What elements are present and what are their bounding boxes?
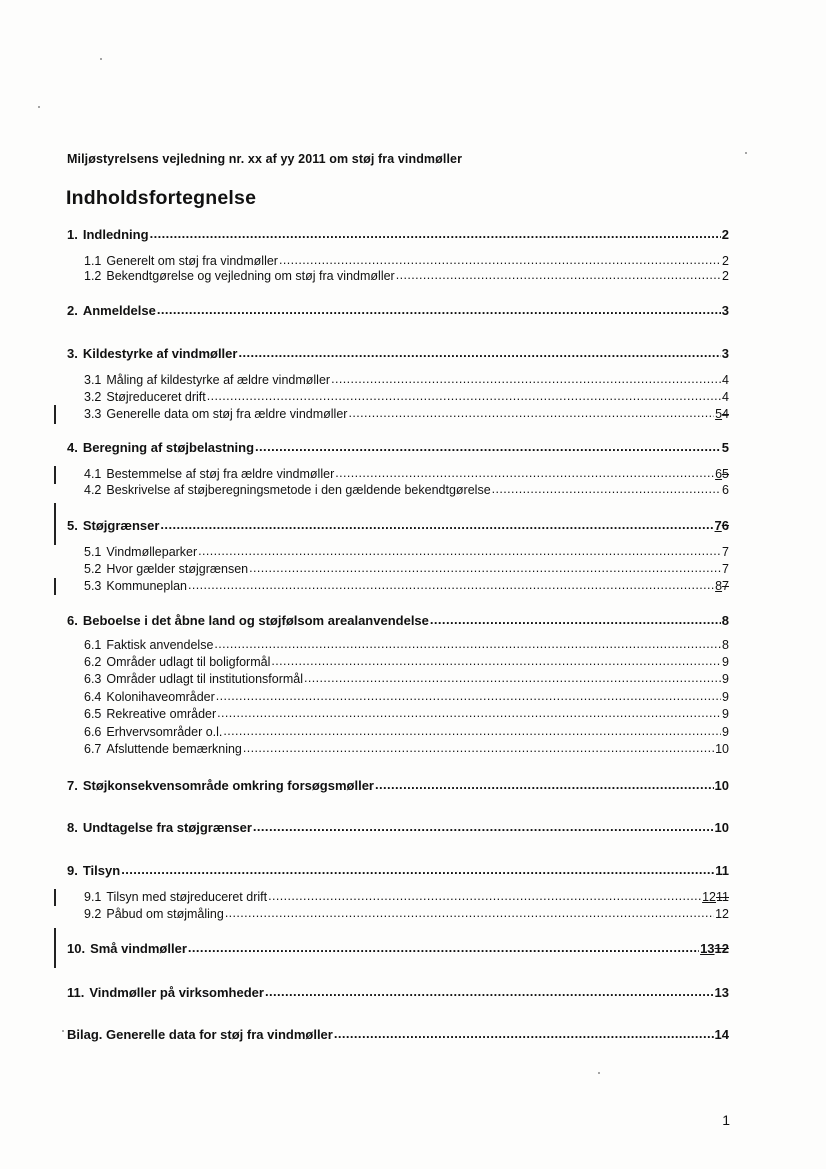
- toc-number: 6.7: [84, 742, 102, 756]
- toc-page: 10: [714, 820, 729, 835]
- deleted-page: 7: [722, 579, 729, 593]
- deleted-page: 5: [722, 467, 729, 481]
- toc-title-text: Undtagelse fra støjgrænser: [82, 820, 252, 835]
- dot-leader: [334, 1026, 714, 1042]
- toc-entry-3[interactable]: [67, 346, 729, 362]
- toc-page: [715, 407, 729, 422]
- dot-leader: [430, 612, 721, 628]
- toc-page: 2: [721, 227, 729, 242]
- toc-title-text: Generelle data om støj fra ældre vindmøller: [106, 407, 348, 421]
- toc-number: 6.1: [84, 638, 102, 652]
- toc-entry-1[interactable]: [67, 227, 729, 243]
- toc-entry-6-7[interactable]: [84, 742, 729, 757]
- toc-entry-11[interactable]: [67, 985, 729, 1001]
- dot-leader: [348, 406, 714, 421]
- toc-page: 9: [722, 690, 729, 704]
- toc-entry-1-2[interactable]: [84, 269, 729, 284]
- toc-page: 9: [722, 655, 729, 669]
- toc-title-text: Bekendtgørelse og vejledning om støj fra vindmøller: [106, 269, 395, 283]
- toc-number: 4.: [67, 440, 78, 455]
- dot-leader: [304, 671, 721, 686]
- dot-leader: [238, 345, 720, 361]
- toc-number: 1.1: [84, 254, 102, 268]
- inserted-page: 6: [715, 467, 723, 481]
- toc-entry-6-1[interactable]: [84, 638, 729, 653]
- dot-leader: [214, 637, 721, 652]
- dot-leader: [188, 940, 699, 956]
- toc-page: 9: [722, 725, 729, 739]
- toc-entry-10[interactable]: [67, 941, 729, 957]
- toc-number: 8.: [67, 820, 78, 835]
- dot-leader: [335, 466, 714, 481]
- toc-page: 3: [721, 303, 729, 318]
- toc-page: 8: [721, 613, 729, 628]
- toc-number: 3.2: [84, 390, 102, 404]
- toc-title-text: Beboelse i det åbne land og støjfølsom arealanvendelse: [82, 613, 429, 628]
- toc-page: [715, 579, 729, 594]
- toc-number: 3.3: [84, 407, 102, 421]
- toc-number: 11.: [67, 985, 85, 1000]
- toc-title-text: Vindmølleparker: [106, 545, 198, 559]
- toc-page: 3: [721, 346, 729, 361]
- toc-title-text: Små vindmøller: [90, 941, 187, 956]
- toc-title-text: Tilsyn med støjreduceret drift: [106, 890, 268, 904]
- toc-number: 5.2: [84, 562, 102, 576]
- inserted-page: 5: [715, 407, 723, 421]
- toc-number: 4.2: [84, 483, 102, 497]
- toc-entry-2[interactable]: [67, 303, 729, 319]
- toc-title-text: Kolonihaveområder: [106, 690, 215, 704]
- inserted-page: 8: [715, 579, 723, 593]
- toc-title-text: Generelt om støj fra vindmøller: [106, 254, 278, 268]
- toc-page: 2: [722, 269, 729, 283]
- toc-page: 8: [722, 638, 729, 652]
- dot-leader: [331, 372, 721, 387]
- toc-number: 6.: [67, 613, 78, 628]
- dot-leader: [268, 889, 701, 904]
- toc-number: 6.5: [84, 707, 102, 721]
- change-bar: [54, 405, 56, 424]
- toc-entry-bilag[interactable]: [67, 1027, 729, 1043]
- toc-title-text: Bestemmelse af støj fra ældre vindmøller: [106, 467, 335, 481]
- toc-entry-6-4[interactable]: [84, 690, 729, 705]
- toc-entry-9-1[interactable]: [84, 890, 729, 905]
- dot-leader: [225, 906, 714, 921]
- dot-leader: [492, 482, 721, 497]
- dot-leader: [198, 544, 721, 559]
- toc-number: 1.: [67, 227, 78, 242]
- toc-number: 4.1: [84, 467, 102, 481]
- toc-number: 9.: [67, 863, 78, 878]
- toc-number: 7.: [67, 778, 78, 793]
- toc-entry-8[interactable]: [67, 820, 729, 836]
- toc-entry-3-1[interactable]: [84, 373, 729, 388]
- toc-title-text: Påbud om støjmåling: [106, 907, 224, 921]
- toc-page: 6: [722, 483, 729, 497]
- toc-title-text: Beskrivelse af støjberegningsmetode i den gældende bekendtgørelse: [106, 483, 491, 497]
- toc-title-text: Kommuneplan: [106, 579, 187, 593]
- dot-leader: [243, 741, 714, 756]
- dot-leader: [271, 654, 721, 669]
- toc-entry-6-3[interactable]: [84, 672, 729, 687]
- toc-number: 1.2: [84, 269, 102, 283]
- toc-title-text: Måling af kildestyrke af ældre vindmøller: [106, 373, 331, 387]
- toc-number: 10.: [67, 941, 86, 956]
- toc-title-text: Områder udlagt til boligformål: [106, 655, 271, 669]
- toc-number: 6.3: [84, 672, 102, 686]
- dot-leader: [157, 302, 721, 318]
- change-bar: [54, 889, 56, 906]
- toc-page: 7: [722, 562, 729, 576]
- toc-entry-6-2[interactable]: [84, 655, 729, 670]
- toc-entry-5-3[interactable]: [84, 579, 729, 594]
- toc-page: 4: [722, 390, 729, 404]
- dot-leader: [396, 268, 721, 283]
- toc-page: 12: [715, 907, 729, 921]
- inserted-page: 13: [700, 941, 715, 956]
- toc-page: 9: [722, 707, 729, 721]
- toc-number: 3.: [67, 346, 78, 361]
- toc-page: 7: [722, 545, 729, 559]
- toc-title-text: Rekreative områder: [106, 707, 217, 721]
- toc-page: 11: [715, 863, 729, 878]
- scan-speck: [745, 152, 747, 154]
- toc-entry-4-2[interactable]: [84, 483, 729, 498]
- toc-page: 2: [722, 254, 729, 268]
- toc-entry-7[interactable]: [67, 778, 729, 794]
- toc-entry-6-5[interactable]: [84, 707, 729, 722]
- toc-number: 9.2: [84, 907, 102, 921]
- toc-entry-5-2[interactable]: [84, 562, 729, 577]
- change-bar: [54, 928, 56, 968]
- page-number: 1: [722, 1112, 730, 1128]
- toc-title-text: Hvor gælder støjgrænsen: [106, 562, 249, 576]
- toc-page: 10: [715, 742, 729, 756]
- toc-title-text: Indledning: [82, 227, 149, 242]
- dot-leader: [207, 389, 721, 404]
- dot-leader: [375, 777, 714, 793]
- scan-speck: [62, 1030, 64, 1032]
- dot-leader: [188, 578, 714, 593]
- dot-leader: [121, 862, 714, 878]
- toc-title-text: Anmeldelse: [82, 303, 156, 318]
- toc-title-text: Kildestyrke af vindmøller: [82, 346, 238, 361]
- dot-leader: [253, 819, 714, 835]
- toc-number: 5.1: [84, 545, 102, 559]
- toc-entry-4[interactable]: [67, 440, 729, 456]
- toc-title-text: Støjkonsekvensområde omkring forsøgsmøller: [82, 778, 374, 793]
- dot-leader: [279, 253, 721, 268]
- toc-number: 3.1: [84, 373, 102, 387]
- toc-number: 6.2: [84, 655, 102, 669]
- toc-page: [702, 890, 729, 905]
- toc-title: Indholdsfortegnelse: [66, 187, 257, 209]
- inserted-page: 7: [714, 518, 722, 533]
- toc-title-text: Faktisk anvendelse: [106, 638, 214, 652]
- toc-entry-6[interactable]: [67, 613, 729, 629]
- toc-title-text: Vindmøller på virksomheder: [89, 985, 264, 1000]
- toc-number: 5.: [67, 518, 78, 533]
- toc-page: [715, 518, 729, 534]
- document-header: Miljøstyrelsens vejledning nr. xx af yy 2011 om støj fra vindmøller: [67, 152, 463, 166]
- scan-speck: [598, 1072, 600, 1074]
- toc-entry-5[interactable]: [67, 518, 729, 534]
- change-bar: [54, 503, 56, 545]
- toc-page: 4: [722, 373, 729, 387]
- dot-leader: [160, 517, 713, 533]
- dot-leader: [216, 689, 721, 704]
- toc-title-text: Afsluttende bemærkning: [106, 742, 242, 756]
- toc-page: [700, 941, 729, 957]
- toc-title-text: Områder udlagt til institutionsformål: [106, 672, 303, 686]
- toc-page: 5: [721, 440, 729, 455]
- dot-leader: [265, 984, 714, 1000]
- toc-title-text: Beregning af støjbelastning: [82, 440, 255, 455]
- dot-leader: [217, 706, 721, 721]
- scan-speck: [100, 58, 102, 60]
- toc-page: 13: [714, 985, 729, 1000]
- toc-entry-1-1[interactable]: [84, 254, 729, 269]
- scan-speck: [38, 106, 40, 108]
- toc-number: 5.3: [84, 579, 102, 593]
- dot-leader: [249, 561, 721, 576]
- toc-title-text: Erhvervsområder o.l.: [106, 725, 223, 739]
- toc-entry-9-2[interactable]: [84, 907, 729, 922]
- toc-title-text: Støjgrænser: [82, 518, 160, 533]
- change-bar: [54, 466, 56, 484]
- change-bar: [54, 578, 56, 595]
- toc-page: 10: [714, 778, 729, 793]
- dot-leader: [255, 439, 721, 455]
- inserted-page: 12: [702, 890, 717, 904]
- toc-number: 2.: [67, 303, 78, 318]
- toc-entry-6-6[interactable]: [84, 725, 729, 740]
- deleted-page: 11: [716, 890, 729, 904]
- toc-page: 14: [714, 1027, 729, 1042]
- deleted-page: 6: [721, 518, 729, 533]
- toc-entry-5-1[interactable]: [84, 545, 729, 560]
- toc-entry-3-2[interactable]: [84, 390, 729, 405]
- toc-page: [715, 467, 729, 482]
- toc-number: 9.1: [84, 890, 102, 904]
- toc-page: 9: [722, 672, 729, 686]
- toc-entry-4-1[interactable]: [84, 467, 729, 482]
- dot-leader: [223, 724, 721, 739]
- deleted-page: 12: [714, 941, 729, 956]
- deleted-page: 4: [722, 407, 729, 421]
- dot-leader: [150, 226, 721, 242]
- toc-title-text: Tilsyn: [82, 863, 121, 878]
- toc-title-text: Støjreduceret drift: [106, 390, 206, 404]
- toc-entry-9[interactable]: [67, 863, 729, 879]
- toc-number: 6.4: [84, 690, 102, 704]
- toc-entry-3-3[interactable]: [84, 407, 729, 422]
- toc-number: 6.6: [84, 725, 102, 739]
- toc-title-text: Bilag. Generelle data for støj fra vindmøller: [67, 1027, 333, 1042]
